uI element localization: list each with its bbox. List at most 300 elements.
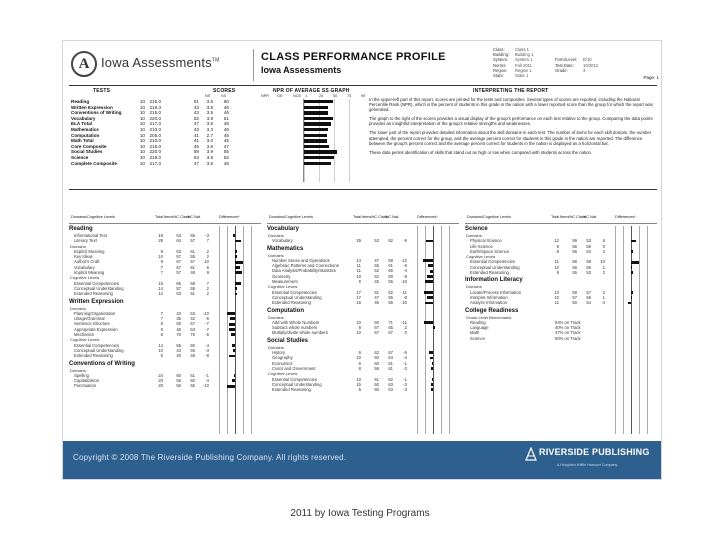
skill-group-label: Cognitive Levels (70, 275, 100, 281)
test-score-ge: 3.9 (206, 115, 213, 121)
skill-name: Vocabulary (74, 264, 95, 270)
test-score-ge: 3.3 (206, 126, 213, 132)
tests-table (71, 99, 361, 166)
skill-value-c: 66 (176, 280, 181, 286)
skill-value-t: 10 (356, 273, 361, 279)
header-rule (69, 85, 657, 86)
meta-value: Building 1 (515, 52, 534, 58)
skill-value-p: 60 (190, 342, 195, 348)
test-score-nce: 48 (223, 121, 229, 127)
panel-column-label: Domains/Cognitive Levels (71, 215, 115, 219)
skill-value-t: 17 (356, 289, 361, 295)
panel-column-label: %C Class (569, 215, 586, 219)
difference-bar (631, 250, 633, 253)
panel-column-label: Differences* (219, 215, 240, 219)
test-name: Reading (71, 99, 90, 104)
skill-value-p: 67 (388, 330, 393, 336)
skill-row (69, 332, 261, 337)
skill-value-p: 71 (388, 319, 393, 325)
skill-name: Essential Competencies (272, 289, 317, 295)
meta-key: Building: (493, 52, 510, 58)
skill-value-t: 5 (358, 387, 361, 393)
test-name: Science (71, 154, 89, 160)
skill-name: Conceptual Understanding (74, 285, 124, 291)
npr-bar (304, 111, 328, 114)
skill-name: Extended Reasoning (74, 353, 113, 359)
skill-value-p: 57 (190, 259, 195, 265)
skill-value-t: 12 (554, 238, 559, 244)
skill-value-d: -5 (403, 350, 407, 356)
test-score-nce: 46 (223, 110, 229, 116)
skill-name: Essential Competencies (74, 342, 119, 348)
test-score-npr: 51 (193, 99, 199, 104)
skill-value-p: 62 (388, 289, 393, 295)
test-score-ns: 10 (139, 138, 145, 144)
skill-name: Earth/Space Science (470, 248, 510, 254)
difference-bar (235, 261, 243, 264)
skill-value-d: -10 (202, 310, 209, 316)
skill-name: Capitalization (74, 378, 100, 384)
skill-name: Extended Reasoning (470, 270, 509, 276)
skill-value-d: -7 (205, 321, 209, 327)
skill-value-d: -1 (205, 372, 209, 378)
skill-value-d: -4 (403, 355, 407, 361)
benchmark-note: 47% on Track (555, 330, 581, 336)
skill-value-p: 67 (388, 350, 393, 356)
difference-bar (431, 383, 433, 386)
test-score-npr: 45 (193, 143, 199, 149)
skill-group-label: Domains (268, 314, 284, 320)
panel-column-label: %C Class (173, 215, 190, 219)
test-score-ns: 10 (139, 110, 145, 116)
test-score-ss: 220.0 (149, 149, 161, 155)
skill-value-p: 61 (388, 263, 393, 269)
skill-name: Physical Science (470, 238, 502, 244)
test-score-nce: 45 (223, 132, 229, 138)
skill-section-title: College Readiness (465, 307, 519, 314)
graph-heading: NPR OF AVERAGE SS GRAPH (273, 88, 350, 94)
skill-name: Key Ideas (74, 254, 93, 260)
difference-bar (234, 374, 235, 377)
skill-value-p: 61 (388, 360, 393, 366)
skill-section-title: Information Literacy (465, 277, 523, 284)
panel-column-header (465, 214, 657, 224)
difference-bar (424, 321, 433, 324)
logo-text (101, 55, 219, 70)
tests-heading: TESTS (93, 88, 111, 94)
test-score-ns: 10 (139, 121, 145, 127)
test-score-npr: 47 (193, 160, 199, 166)
skill-value-c: 57 (176, 285, 181, 291)
skill-value-c: 57 (176, 254, 181, 260)
score-column-header: GE (277, 94, 283, 98)
skill-value-c: 60 (374, 355, 379, 361)
difference-bar (235, 255, 237, 258)
skill-value-t: 7 (160, 270, 163, 276)
skill-group-label: Cognitive Levels (268, 371, 298, 377)
skill-value-d: -10 (400, 279, 407, 285)
skill-value-c: 40 (176, 353, 181, 359)
skill-value-c: 55 (374, 263, 379, 269)
skill-value-d: -5 (205, 332, 209, 338)
skill-row (465, 249, 657, 254)
test-score-ge: 3.0 (206, 138, 213, 144)
skill-value-p: 56 (586, 243, 591, 249)
panel-body (69, 226, 261, 434)
difference-bar (230, 317, 235, 320)
skill-value-d: -4 (601, 300, 605, 306)
skill-value-t: 11 (554, 300, 559, 306)
skill-row (69, 291, 261, 296)
skill-section-title: Vocabulary (267, 226, 299, 232)
test-name: Math Total (71, 138, 94, 144)
skill-value-c: 47 (374, 294, 379, 300)
skill-name: Informational Text (74, 233, 107, 238)
meta-key: Region: (493, 67, 508, 73)
skill-value-t: 10 (356, 355, 361, 361)
skill-value-d: -10 (400, 300, 407, 306)
test-score-npr: 43 (193, 126, 199, 132)
skill-name: Economics (272, 360, 293, 366)
skill-row (69, 238, 261, 243)
test-name: ELA Total (71, 121, 92, 127)
skill-name: Essential Competencies (74, 280, 119, 286)
test-name: Vocabulary (71, 115, 96, 121)
test-score-ss: 215.0 (149, 99, 161, 104)
skill-name: Explicit Meaning (74, 248, 105, 254)
skill-section-title: Conventions of Writing (69, 360, 135, 367)
skill-group-label: Cognitive Levels (268, 284, 298, 290)
test-score-ns: 10 (139, 126, 145, 132)
test-score-nce: 47 (223, 143, 229, 149)
interpretation-paragraph: The graph to the right of the scores provides a visual display of the group's performance on each test relative to the group. Comparing the data points provides an insightful interpretation of the group's relative strengths and weaknesses. (369, 116, 653, 127)
skill-row (465, 300, 657, 305)
meta-value: Fall 2011 (515, 62, 532, 68)
header-divider (253, 49, 254, 81)
test-score-ss: 219.0 (149, 154, 161, 160)
panel-body (465, 226, 657, 434)
skill-row (267, 238, 459, 243)
skill-value-p: 55 (190, 285, 195, 291)
publisher-tagline: A Houghton Mifflin Harcourt Company (557, 463, 618, 467)
difference-bar (431, 367, 433, 370)
meta-value: Class 1 (515, 47, 529, 52)
meta-row (493, 73, 661, 78)
skill-section-title: Social Studies (267, 337, 309, 344)
skill-value-d: 1 (602, 264, 605, 270)
skill-name: Analyze Information (470, 300, 508, 306)
skill-value-c: 47 (374, 257, 379, 263)
skill-value-c: 58 (374, 365, 379, 371)
skill-value-c: 59 (572, 289, 577, 295)
skill-value-t: 6 (358, 360, 361, 366)
panel-column-label: Domains/Cognitive Levels (467, 215, 511, 219)
difference-bar (631, 266, 632, 269)
report-header (63, 41, 662, 85)
skill-value-p: 62 (388, 238, 393, 244)
skill-value-d: -11 (401, 319, 407, 325)
benchmark-note: 50% on Track (555, 335, 581, 341)
test-score-ns: 10 (139, 154, 145, 160)
skill-name: Mechanics (74, 332, 95, 338)
test-score-ge: 3.6 (206, 121, 213, 127)
test-score-nce: 55 (223, 149, 229, 155)
skill-value-t: 14 (158, 285, 163, 291)
skill-name: Essential Competencies (470, 259, 515, 265)
skill-value-d: 1 (602, 294, 605, 300)
report-metadata (493, 47, 661, 78)
skill-value-p: 55 (190, 254, 195, 260)
npr-bar (304, 145, 329, 148)
interpretation-paragraph: These data permit identification of skills that stand out as high or low when compared with students across the nation. (369, 149, 593, 155)
skill-value-t: 10 (554, 294, 559, 300)
test-score-nce: 52 (223, 154, 229, 160)
test-score-ns: 10 (139, 143, 145, 149)
skill-value-t: 11 (554, 259, 559, 265)
test-score-ss: 216.3 (149, 104, 161, 110)
skill-value-p: 46 (190, 347, 195, 353)
skill-value-p: 55 (586, 264, 591, 270)
panel-body (267, 226, 459, 434)
skill-value-d: -3 (205, 347, 209, 353)
skill-group-label: Domains (466, 284, 482, 290)
skill-value-c: 63 (176, 248, 181, 254)
difference-bar (631, 240, 636, 243)
panel-column-header (267, 214, 459, 224)
skill-value-t: 10 (356, 330, 361, 336)
difference-bar (227, 385, 235, 388)
skill-group-label: Domains (70, 243, 86, 249)
skill-value-t: 16 (356, 300, 361, 306)
skill-name: Implicit Meaning (74, 270, 105, 276)
skill-row (465, 336, 657, 341)
skill-value-t: 20 (158, 383, 163, 389)
test-score-ns: 10 (139, 160, 145, 166)
skill-value-c: 36 (176, 316, 181, 322)
difference-bar (232, 344, 235, 347)
skill-value-p: 63 (388, 387, 393, 393)
skill-value-t: 19 (158, 233, 163, 238)
skill-row (69, 270, 261, 275)
meta-value: 10/2012 (583, 62, 599, 68)
skill-value-c: 60 (374, 319, 379, 325)
skill-value-c: 60 (374, 387, 379, 393)
skill-value-d: -8 (205, 353, 209, 359)
test-score-ss: 205.0 (149, 132, 161, 138)
skill-value-p: 63 (388, 381, 393, 387)
test-score-ge: 3.6 (206, 160, 213, 166)
skill-row (267, 300, 459, 305)
skill-value-t: 7 (160, 316, 163, 322)
skill-value-p: 57 (190, 238, 195, 244)
test-score-nce: 46 (223, 126, 229, 132)
difference-bar (227, 312, 235, 315)
class-performance-report (62, 40, 662, 480)
skill-value-c: 51 (374, 289, 379, 295)
skill-value-t: 9 (556, 270, 559, 276)
skill-value-t: 9 (160, 259, 163, 265)
graph-tick-label: 99 (361, 94, 366, 98)
skill-name: Measurement (272, 279, 298, 285)
difference-bar (424, 291, 433, 294)
skill-value-t: 6 (160, 353, 163, 359)
skill-value-t: 13 (554, 289, 559, 295)
skill-value-d: 6 (602, 238, 605, 244)
skill-value-c: 50 (176, 321, 181, 327)
test-score-npr: 43 (193, 104, 199, 110)
skill-value-t: 24 (158, 372, 163, 378)
graph-tick-label: 50 (333, 94, 338, 98)
skills-panel-left (69, 214, 261, 436)
graph-tick-label: 1 (305, 94, 308, 98)
skill-value-p: 61 (190, 372, 195, 378)
skill-row (267, 366, 459, 371)
test-score-ss: 215.0 (149, 110, 161, 116)
test-score-nce: 45 (223, 138, 229, 144)
difference-bar (429, 351, 433, 354)
difference-bar (631, 271, 633, 274)
skill-value-t: 11 (356, 263, 361, 269)
skill-section-title: Written Expression (69, 298, 124, 305)
logo-tm: TM (211, 57, 220, 64)
test-score-ge: 3.6 (206, 99, 213, 104)
skill-row (267, 330, 459, 335)
skill-value-p: 53 (190, 310, 195, 316)
test-score-npr: 41 (193, 138, 199, 144)
skill-value-t: 9 (556, 243, 559, 249)
skill-value-d: 0 (404, 330, 407, 336)
difference-bar (229, 355, 235, 358)
skill-section-title: Computation (267, 307, 304, 314)
difference-bar (235, 250, 237, 253)
test-score-ge: 2.7 (206, 132, 213, 138)
difference-bar (425, 302, 433, 305)
test-name: Computation (71, 132, 100, 138)
skill-name: History (272, 350, 286, 356)
page-number: Page: 1 (643, 75, 659, 80)
skill-value-c: 43 (176, 310, 181, 316)
skill-group-label: Grade-Level Benchmarks (466, 314, 512, 320)
difference-bar (432, 362, 433, 365)
skill-value-d: 3 (602, 248, 605, 254)
skill-name: Number Sense and Operations (272, 257, 330, 263)
difference-bar (232, 379, 235, 382)
iowa-assessments-logo-icon: A (71, 51, 97, 77)
skill-row (69, 383, 261, 388)
panel-column-header (69, 214, 261, 224)
test-score-ns: 10 (139, 149, 145, 155)
test-score-ge: 3.6 (206, 143, 213, 149)
test-score-ss: 217.0 (149, 121, 161, 127)
skill-value-t: 10 (356, 319, 361, 325)
difference-bar (431, 388, 433, 391)
npr-bar (304, 162, 331, 165)
test-score-nce: 48 (223, 160, 229, 166)
test-score-ss: 210.0 (149, 126, 161, 132)
skill-value-c: 57 (572, 294, 577, 300)
scores-heading: SCORES (213, 88, 236, 94)
skills-panel-right (465, 214, 657, 436)
meta-key: Class: (493, 47, 505, 52)
skill-value-t: 8 (358, 365, 361, 371)
skill-value-t: 20 (158, 378, 163, 384)
skill-value-c: 43 (176, 347, 181, 353)
skill-name: Author's Craft (74, 259, 100, 265)
graph-tick-label: 25 (319, 94, 324, 98)
skill-value-p: 55 (388, 279, 393, 285)
panel-column-label: Differences* (417, 215, 438, 219)
skill-name: Geometry (272, 273, 291, 279)
meta-value (583, 73, 611, 78)
skill-value-t: 17 (356, 294, 361, 300)
page-subtitle: Iowa Assessments (261, 65, 342, 75)
test-score-ge: 3.5 (206, 104, 213, 110)
copyright-notice: Copyright © 2008 The Riverside Publishing Company. All rights reserved. (73, 453, 347, 462)
skill-value-p: 61 (190, 264, 195, 270)
skill-value-d: 2 (206, 248, 209, 254)
meta-value: E/10 (583, 57, 592, 63)
difference-bar (631, 261, 639, 264)
meta-value: 3 (583, 67, 586, 73)
difference-bar (235, 282, 241, 285)
difference-bar (231, 333, 235, 336)
test-name: Written Expression (71, 104, 113, 110)
skill-value-p: 64 (388, 355, 393, 361)
riverside-logo-icon (525, 447, 537, 461)
skill-value-t: 8 (160, 332, 163, 338)
interpreting-heading: INTERPRETING THE REPORT (473, 88, 549, 94)
difference-bar (229, 323, 235, 326)
skill-value-d: -12 (400, 257, 407, 263)
skill-name: Science (470, 335, 485, 341)
skill-value-d: -9 (403, 238, 407, 244)
skill-value-p: 60 (190, 378, 195, 384)
difference-bar (631, 296, 632, 299)
skill-group-label: Domains (466, 233, 482, 238)
skill-value-d: -10 (202, 383, 209, 389)
skill-value-c: 46 (374, 300, 379, 306)
panel-column-label: Total Items (551, 215, 570, 219)
skill-value-c: 67 (176, 259, 181, 265)
skill-name: Planning/Organization (74, 310, 116, 316)
meta-value: System 1 (515, 57, 533, 63)
skill-value-t: 9 (556, 248, 559, 254)
test-score-ge: 3.8 (206, 154, 213, 160)
skill-value-t: 10 (554, 264, 559, 270)
difference-bar (427, 296, 433, 299)
skill-value-t: 11 (356, 268, 361, 274)
skill-value-p: 55 (388, 294, 393, 300)
test-score-nce: 46 (223, 104, 229, 110)
difference-bar (233, 349, 235, 352)
skill-value-p: 42 (190, 316, 195, 322)
skill-value-d: 10 (600, 259, 605, 265)
skill-value-p: 57 (586, 289, 591, 295)
difference-bar (427, 275, 433, 278)
difference-bar (628, 302, 631, 305)
meta-value: Region 1 (515, 67, 532, 73)
skill-value-p: 54 (586, 300, 591, 306)
test-score-ge: 3.5 (206, 110, 213, 116)
test-score-ss: 217.0 (149, 160, 161, 166)
section-rule (69, 189, 657, 190)
interpreting-text (369, 97, 655, 159)
test-score-ss: 210.0 (149, 138, 161, 144)
skill-value-t: 29 (356, 238, 361, 244)
test-score-ss: 216.0 (149, 143, 161, 149)
skill-value-d: -4 (205, 342, 209, 348)
test-score-ns: 10 (139, 115, 145, 121)
